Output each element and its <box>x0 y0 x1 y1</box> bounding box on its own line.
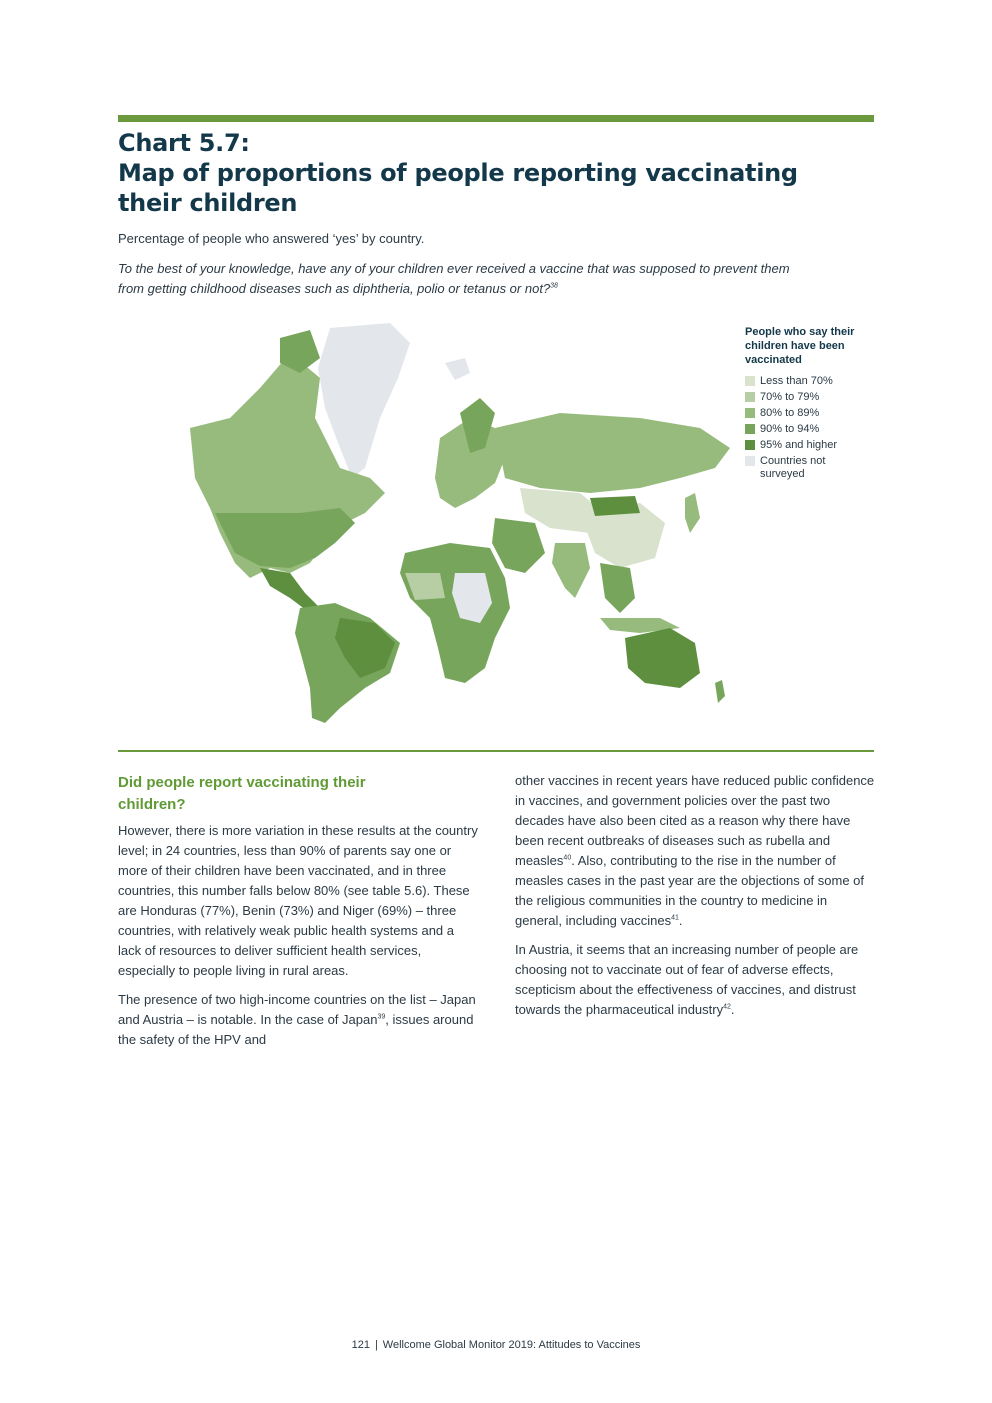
japan-shape <box>685 493 700 533</box>
page-number: 121 <box>351 1339 370 1351</box>
central-america-shape <box>260 568 320 613</box>
paragraph-text: other vaccines in recent years have reduced public confidence in vaccines, and government policies over the past two decades have also been cited as a reason why there have been recent outbreaks of diseases such as rubella and measles <box>515 773 875 868</box>
world-map <box>140 318 740 728</box>
legend-item <box>745 391 875 404</box>
footnote-ref: 39 <box>377 1013 386 1021</box>
legend-item <box>745 375 875 388</box>
legend-label: 80% to 89% <box>760 407 820 419</box>
chart-subtitle: Percentage of people who answered ‘yes’ by country. <box>118 231 425 246</box>
paragraph-text: . <box>678 913 683 928</box>
survey-question-text: To the best of your knowledge, have any of your children ever received a vaccine that was supposed to prevent them from getting childhood diseases such as diphtheria, polio or tetanus or not? <box>118 261 790 296</box>
arctic-islands-shape <box>445 358 470 380</box>
legend-label: Less than 70% <box>760 375 833 387</box>
legend-swatch <box>745 424 755 434</box>
legend-title: People who say their children have been vaccinated <box>745 326 855 366</box>
footnote-ref: 38 <box>550 282 558 290</box>
footnote-ref: 42 <box>723 1003 731 1011</box>
legend-swatch <box>745 392 755 402</box>
article-left-column <box>118 772 478 1059</box>
paragraph <box>118 990 478 1050</box>
southeast-asia-shape <box>600 563 635 613</box>
top-rule <box>118 115 874 122</box>
legend-item <box>745 407 875 420</box>
map-legend <box>745 325 875 484</box>
russia-shape <box>495 413 730 493</box>
footer-separator: | <box>374 1339 378 1351</box>
legend-item <box>745 455 875 481</box>
legend-swatch <box>745 440 755 450</box>
section-heading: Did people report vaccinating their children? <box>118 774 366 813</box>
legend-label: 70% to 79% <box>760 391 820 403</box>
paragraph <box>515 771 875 931</box>
paragraph-text: . <box>730 1002 735 1017</box>
legend-label: 90% to 94% <box>760 423 820 435</box>
paragraph-text: The presence of two high-income countries on the list – Japan and Austria – is notable. In the case of Japan <box>118 992 476 1027</box>
paragraph <box>515 940 875 1020</box>
africa-shape <box>400 543 510 683</box>
chart-title: Map of proportions of people reporting vaccinating their children <box>118 159 798 217</box>
middle-east-shape <box>492 518 545 573</box>
paragraph-text: . Also, contributing to the rise in the number of measles cases in the past year are the objections of some of the religious communities in the country to medicine in general, including vaccines <box>515 853 865 928</box>
paragraph-text: In Austria, it seems that an increasing number of people are choosing not to vaccinate out of fear of adverse effects, scepticism about the effectiveness of vaccines, and distrust towards the pharmaceutical industry <box>515 942 859 1017</box>
footnote-ref: 41 <box>671 914 679 922</box>
paragraph: However, there is more variation in these results at the country level; in 24 countries, less than 90% of parents say one or more of their children have been vaccinated, and in three countries, this number falls below 80% (see table 5.6). These are Honduras (77%), Benin (73%) and Niger (69%) – three countries, with relatively weak public health systems and a lack of resources to deliver sufficient health services, especially to people living in rural areas. <box>118 823 478 978</box>
survey-question <box>118 259 818 299</box>
article-right-column <box>515 771 875 1029</box>
page-footer <box>0 1339 992 1351</box>
mongolia-shape <box>590 496 640 516</box>
chart-label: Chart 5.7: <box>118 129 250 157</box>
legend-label: 95% and higher <box>760 439 838 451</box>
legend-item <box>745 439 875 452</box>
paragraph-text: , issues around the safety of the HPV and <box>118 1012 474 1047</box>
publication-title: Wellcome Global Monitor 2019: Attitudes to Vaccines <box>382 1339 641 1351</box>
australia-shape <box>625 628 700 688</box>
legend-label: Countries not surveyed <box>760 455 826 480</box>
legend-swatch <box>745 408 755 418</box>
legend-swatch <box>745 456 755 466</box>
legend-item <box>745 423 875 436</box>
india-shape <box>552 543 590 598</box>
footnote-ref: 40 <box>563 854 572 862</box>
legend-swatch <box>745 376 755 386</box>
section-divider <box>118 750 874 752</box>
new-zealand-shape <box>715 680 725 703</box>
